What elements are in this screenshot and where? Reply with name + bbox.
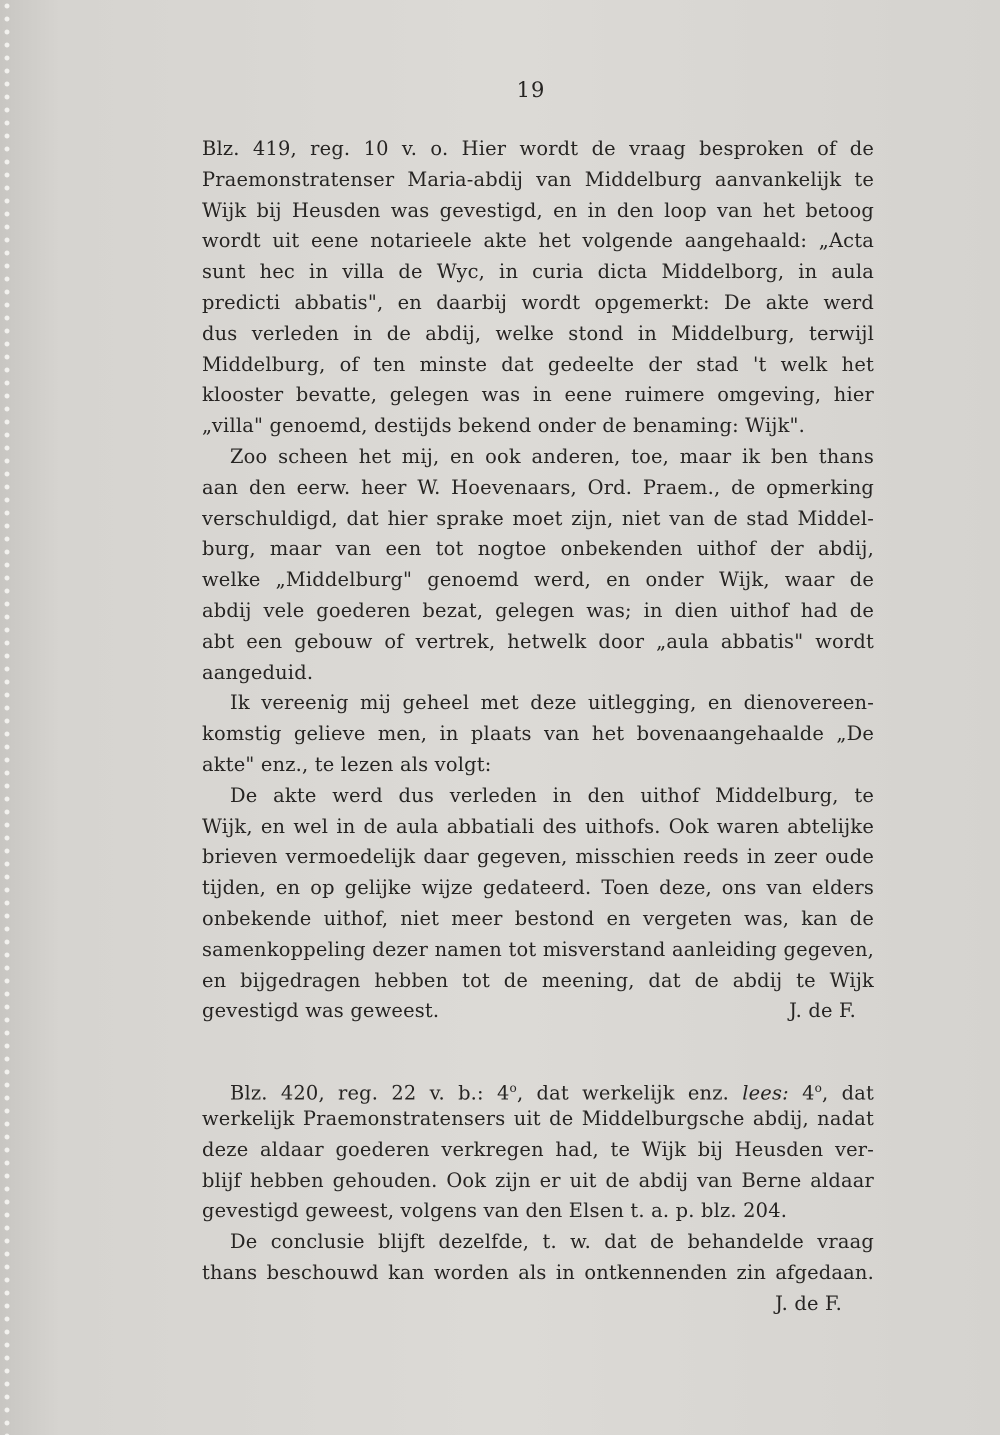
text-line: onbekende uithof, niet meer bestond en vergeten was, kan de <box>202 906 874 930</box>
text-line: „villa" genoemd, destijds bekend onder de benaming: Wijk". <box>202 414 806 438</box>
text-line: Wijk, en wel in de aula abbatiali des uithofs. Ook waren abtelijke <box>202 814 874 838</box>
text-line: De akte werd dus verleden in den uithof Middelburg, te <box>230 783 874 807</box>
superscript: o <box>814 1081 823 1096</box>
text-line: predicti abbatis", en daarbij wordt opgemerkt: De akte werd <box>202 290 874 314</box>
text-line: dus verleden in de abdij, welke stond in Middelburg, terwijl <box>202 321 874 345</box>
text-line: Zoo scheen het mij, en ook anderen, toe, maar ik ben thans <box>230 444 874 468</box>
text-line: De conclusie blijft dezelfde, t. w. dat de behandelde vraag <box>230 1230 874 1254</box>
text-line: verschuldigd, dat hier sprake moet zijn, niet van de stad Middel- <box>202 506 874 530</box>
text-line: thans beschouwd kan worden als in ontkennenden zin afgedaan. <box>202 1260 874 1284</box>
perforated-edge <box>2 0 12 1435</box>
text-line: burg, maar van een tot nogtoe onbekenden uithof der abdij, <box>202 537 874 561</box>
text-line: tijden, en op gelijke wijze gedateerd. Toen deze, ons van elders <box>202 876 874 900</box>
text-line: aangeduid. <box>202 660 314 684</box>
text-line: deze aldaar goederen verkregen had, te Wijk bij Heusden ver- <box>202 1137 874 1161</box>
text-line: akte" enz., te lezen als volgt: <box>202 752 492 776</box>
text-segment: , dat <box>822 1081 874 1104</box>
signature: J. de F. <box>789 999 856 1023</box>
text-line: en bijgedragen hebben tot de meening, dat de abdij te Wijk <box>202 968 874 992</box>
text-line: gevestigd geweest, volgens van den Elsen t. a. p. blz. 204. <box>202 1199 788 1223</box>
text-line: Praemonstratenser Maria-abdij van Middelburg aanvankelijk te <box>202 167 874 191</box>
text-line: Middelburg, of ten minste dat gedeelte der stad 't welk het <box>202 352 874 376</box>
text-line: komstig gelieve men, in plaats van het bovenaangehaalde „De <box>202 722 874 746</box>
body-text <box>202 134 874 1319</box>
text-line: welke „Middelburg" genoemd werd, en onder Wijk, waar de <box>202 568 874 592</box>
text-line-with-signature <box>202 996 874 1027</box>
text-segment: Blz. 420, reg. 22 v. b.: 4 <box>230 1081 510 1104</box>
text-line: samenkoppeling dezer namen tot misverstand aanleiding gegeven, <box>202 937 874 961</box>
text-line: klooster bevatte, gelegen was in eene ruimere omgeving, hier <box>202 383 874 407</box>
text-line: brieven vermoedelijk daar gegeven, misschien reeds in zeer oude <box>202 845 874 869</box>
page-number: 19 <box>516 78 546 102</box>
section-gap <box>202 1027 874 1073</box>
text-line: Wijk bij Heusden was gevestigd, en in den loop van het betoog <box>202 198 874 222</box>
text-segment: , dat werkelijk enz. <box>516 1081 743 1104</box>
text-line: blijf hebben gehouden. Ook zijn er uit de abdij van Berne aldaar <box>202 1168 874 1192</box>
signature: J. de F. <box>775 1291 842 1315</box>
text-line <box>202 1073 874 1104</box>
text-line: abt een gebouw of vertrek, hetwelk door „aula abbatis" wordt <box>202 629 874 653</box>
text-line: werkelijk Praemonstratensers uit de Middelburgsche abdij, nadat <box>202 1106 874 1130</box>
italic-word: lees: <box>742 1081 789 1104</box>
text-line: Ik vereenig mij geheel met deze uitlegging, en dienovereen- <box>230 691 874 715</box>
text-line: wordt uit eene notarieele akte het volgende aangehaald: „Acta <box>202 229 874 253</box>
text-segment: 4 <box>788 1081 815 1104</box>
text-line: Blz. 419, reg. 10 v. o. Hier wordt de vraag besproken of de <box>202 137 874 160</box>
text-line: gevestigd was geweest. <box>202 999 440 1023</box>
text-line: aan den eerw. heer W. Hoevenaars, Ord. Praem., de opmerking <box>202 475 874 499</box>
text-line: abdij vele goederen bezat, gelegen was; in dien uithof had de <box>202 598 874 622</box>
text-line: sunt hec in villa de Wyc, in curia dicta Middelborg, in aula <box>202 260 874 284</box>
superscript: o <box>509 1081 517 1096</box>
